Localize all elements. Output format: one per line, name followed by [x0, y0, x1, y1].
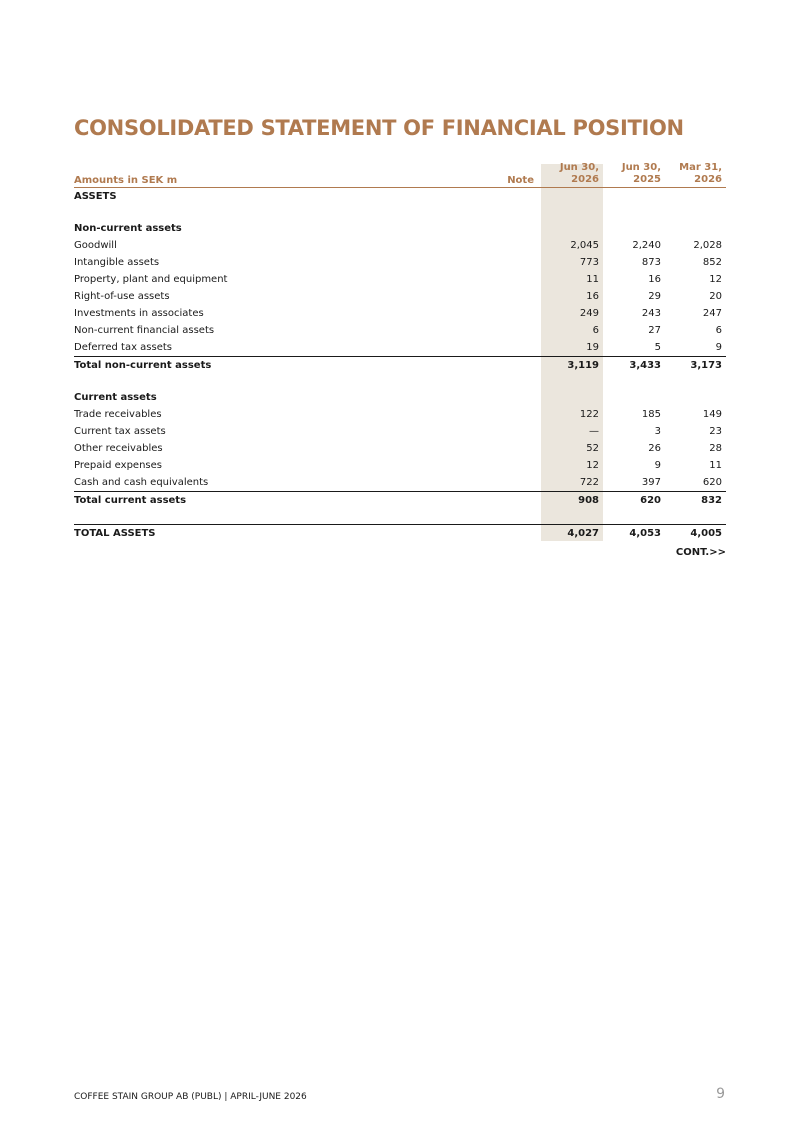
row-label: Prepaid expenses — [74, 460, 162, 471]
value-jun30-2026: 122 — [579, 409, 599, 420]
value-jun30-2026: 249 — [579, 308, 599, 319]
table-row — [74, 339, 726, 356]
value-jun30-2025: 185 — [641, 409, 661, 420]
value-jun30-2026: 908 — [578, 495, 599, 506]
value-jun30-2026: 773 — [579, 257, 599, 268]
value-jun30-2025: 3,433 — [629, 360, 661, 371]
row-label: Total non-current assets — [74, 360, 212, 371]
value-mar31-2026: 23 — [709, 426, 722, 437]
value-mar31-2026: 832 — [701, 495, 722, 506]
non-current-assets-heading-row — [74, 220, 726, 237]
value-jun30-2026: 3,119 — [567, 360, 599, 371]
assets-heading: ASSETS — [74, 191, 117, 202]
column-header-mar31-2026: Mar 31, 2026 — [679, 162, 722, 185]
row-label: Trade receivables — [74, 409, 162, 420]
value-jun30-2025: 29 — [648, 291, 661, 302]
note-column-header: Note — [507, 175, 534, 186]
value-jun30-2025: 5 — [654, 342, 661, 353]
value-jun30-2025: 4,053 — [629, 528, 661, 539]
value-mar31-2026: 6 — [715, 325, 722, 336]
value-mar31-2026: 852 — [702, 257, 722, 268]
table-row — [74, 271, 726, 288]
row-label: Goodwill — [74, 240, 117, 251]
value-mar31-2026: 620 — [702, 477, 722, 488]
table-row — [74, 237, 726, 254]
value-mar31-2026: 28 — [709, 443, 722, 454]
value-jun30-2026: 11 — [586, 274, 599, 285]
value-mar31-2026: 247 — [702, 308, 722, 319]
value-jun30-2025: 243 — [641, 308, 661, 319]
total-current-assets-row — [74, 491, 726, 509]
row-label: Other receivables — [74, 443, 163, 454]
value-jun30-2025: 27 — [648, 325, 661, 336]
value-jun30-2026: 12 — [586, 460, 599, 471]
value-jun30-2026: 4,027 — [567, 528, 599, 539]
table-row — [74, 288, 726, 305]
value-mar31-2026: 2,028 — [693, 240, 722, 251]
value-jun30-2025: 3 — [654, 426, 661, 437]
column-header-jun30-2026: Jun 30, 2026 — [559, 162, 599, 185]
table-row — [74, 440, 726, 457]
page-number: 9 — [716, 1086, 725, 1102]
value-jun30-2026: 16 — [586, 291, 599, 302]
table-row — [74, 406, 726, 423]
table-row — [74, 474, 726, 491]
value-jun30-2025: 9 — [654, 460, 661, 471]
value-mar31-2026: 12 — [709, 274, 722, 285]
row-label: Total current assets — [74, 495, 187, 506]
financial-position-table — [74, 164, 726, 542]
column-header-jun30-2025: Jun 30, 2025 — [621, 162, 661, 185]
value-jun30-2025: 873 — [641, 257, 661, 268]
table-row — [74, 254, 726, 271]
value-jun30-2026: — — [589, 426, 599, 437]
value-mar31-2026: 9 — [715, 342, 722, 353]
table-row — [74, 457, 726, 474]
value-jun30-2025: 620 — [640, 495, 661, 506]
value-jun30-2025: 16 — [648, 274, 661, 285]
value-jun30-2025: 2,240 — [632, 240, 661, 251]
section-heading: Non-current assets — [74, 223, 182, 234]
row-label: Intangible assets — [74, 257, 160, 268]
row-label: Current tax assets — [74, 426, 166, 437]
table-row — [74, 423, 726, 440]
current-assets-heading-row — [74, 389, 726, 406]
row-label: Right-of-use assets — [74, 291, 170, 302]
section-heading: Current assets — [74, 392, 157, 403]
row-label: Non-current financial assets — [74, 325, 215, 336]
value-jun30-2026: 52 — [586, 443, 599, 454]
table-row — [74, 305, 726, 322]
assets-heading-row — [74, 188, 726, 205]
table-header — [74, 164, 726, 188]
continued-marker: CONT.>> — [675, 547, 726, 558]
value-mar31-2026: 11 — [709, 460, 722, 471]
value-mar31-2026: 20 — [709, 291, 722, 302]
page-title: CONSOLIDATED STATEMENT OF FINANCIAL POSITION — [74, 116, 684, 140]
total-assets-row — [74, 524, 726, 542]
value-mar31-2026: 3,173 — [690, 360, 722, 371]
row-label: Investments in associates — [74, 308, 204, 319]
value-jun30-2026: 722 — [579, 477, 599, 488]
row-label: Cash and cash equivalents — [74, 477, 209, 488]
value-jun30-2026: 6 — [592, 325, 599, 336]
footer-text: COFFEE STAIN GROUP AB (PUBL) | APRIL-JUNE 2026 — [74, 1092, 307, 1102]
value-jun30-2025: 26 — [648, 443, 661, 454]
table-row — [74, 322, 726, 339]
row-label: Property, plant and equipment — [74, 274, 228, 285]
amounts-label: Amounts in SEK m — [74, 175, 178, 186]
value-mar31-2026: 4,005 — [690, 528, 722, 539]
value-jun30-2026: 2,045 — [570, 240, 599, 251]
value-jun30-2025: 397 — [641, 477, 661, 488]
total-non-current-assets-row — [74, 356, 726, 374]
value-mar31-2026: 149 — [702, 409, 722, 420]
value-jun30-2026: 19 — [586, 342, 599, 353]
row-label: Deferred tax assets — [74, 342, 173, 353]
row-label: TOTAL ASSETS — [74, 528, 156, 539]
